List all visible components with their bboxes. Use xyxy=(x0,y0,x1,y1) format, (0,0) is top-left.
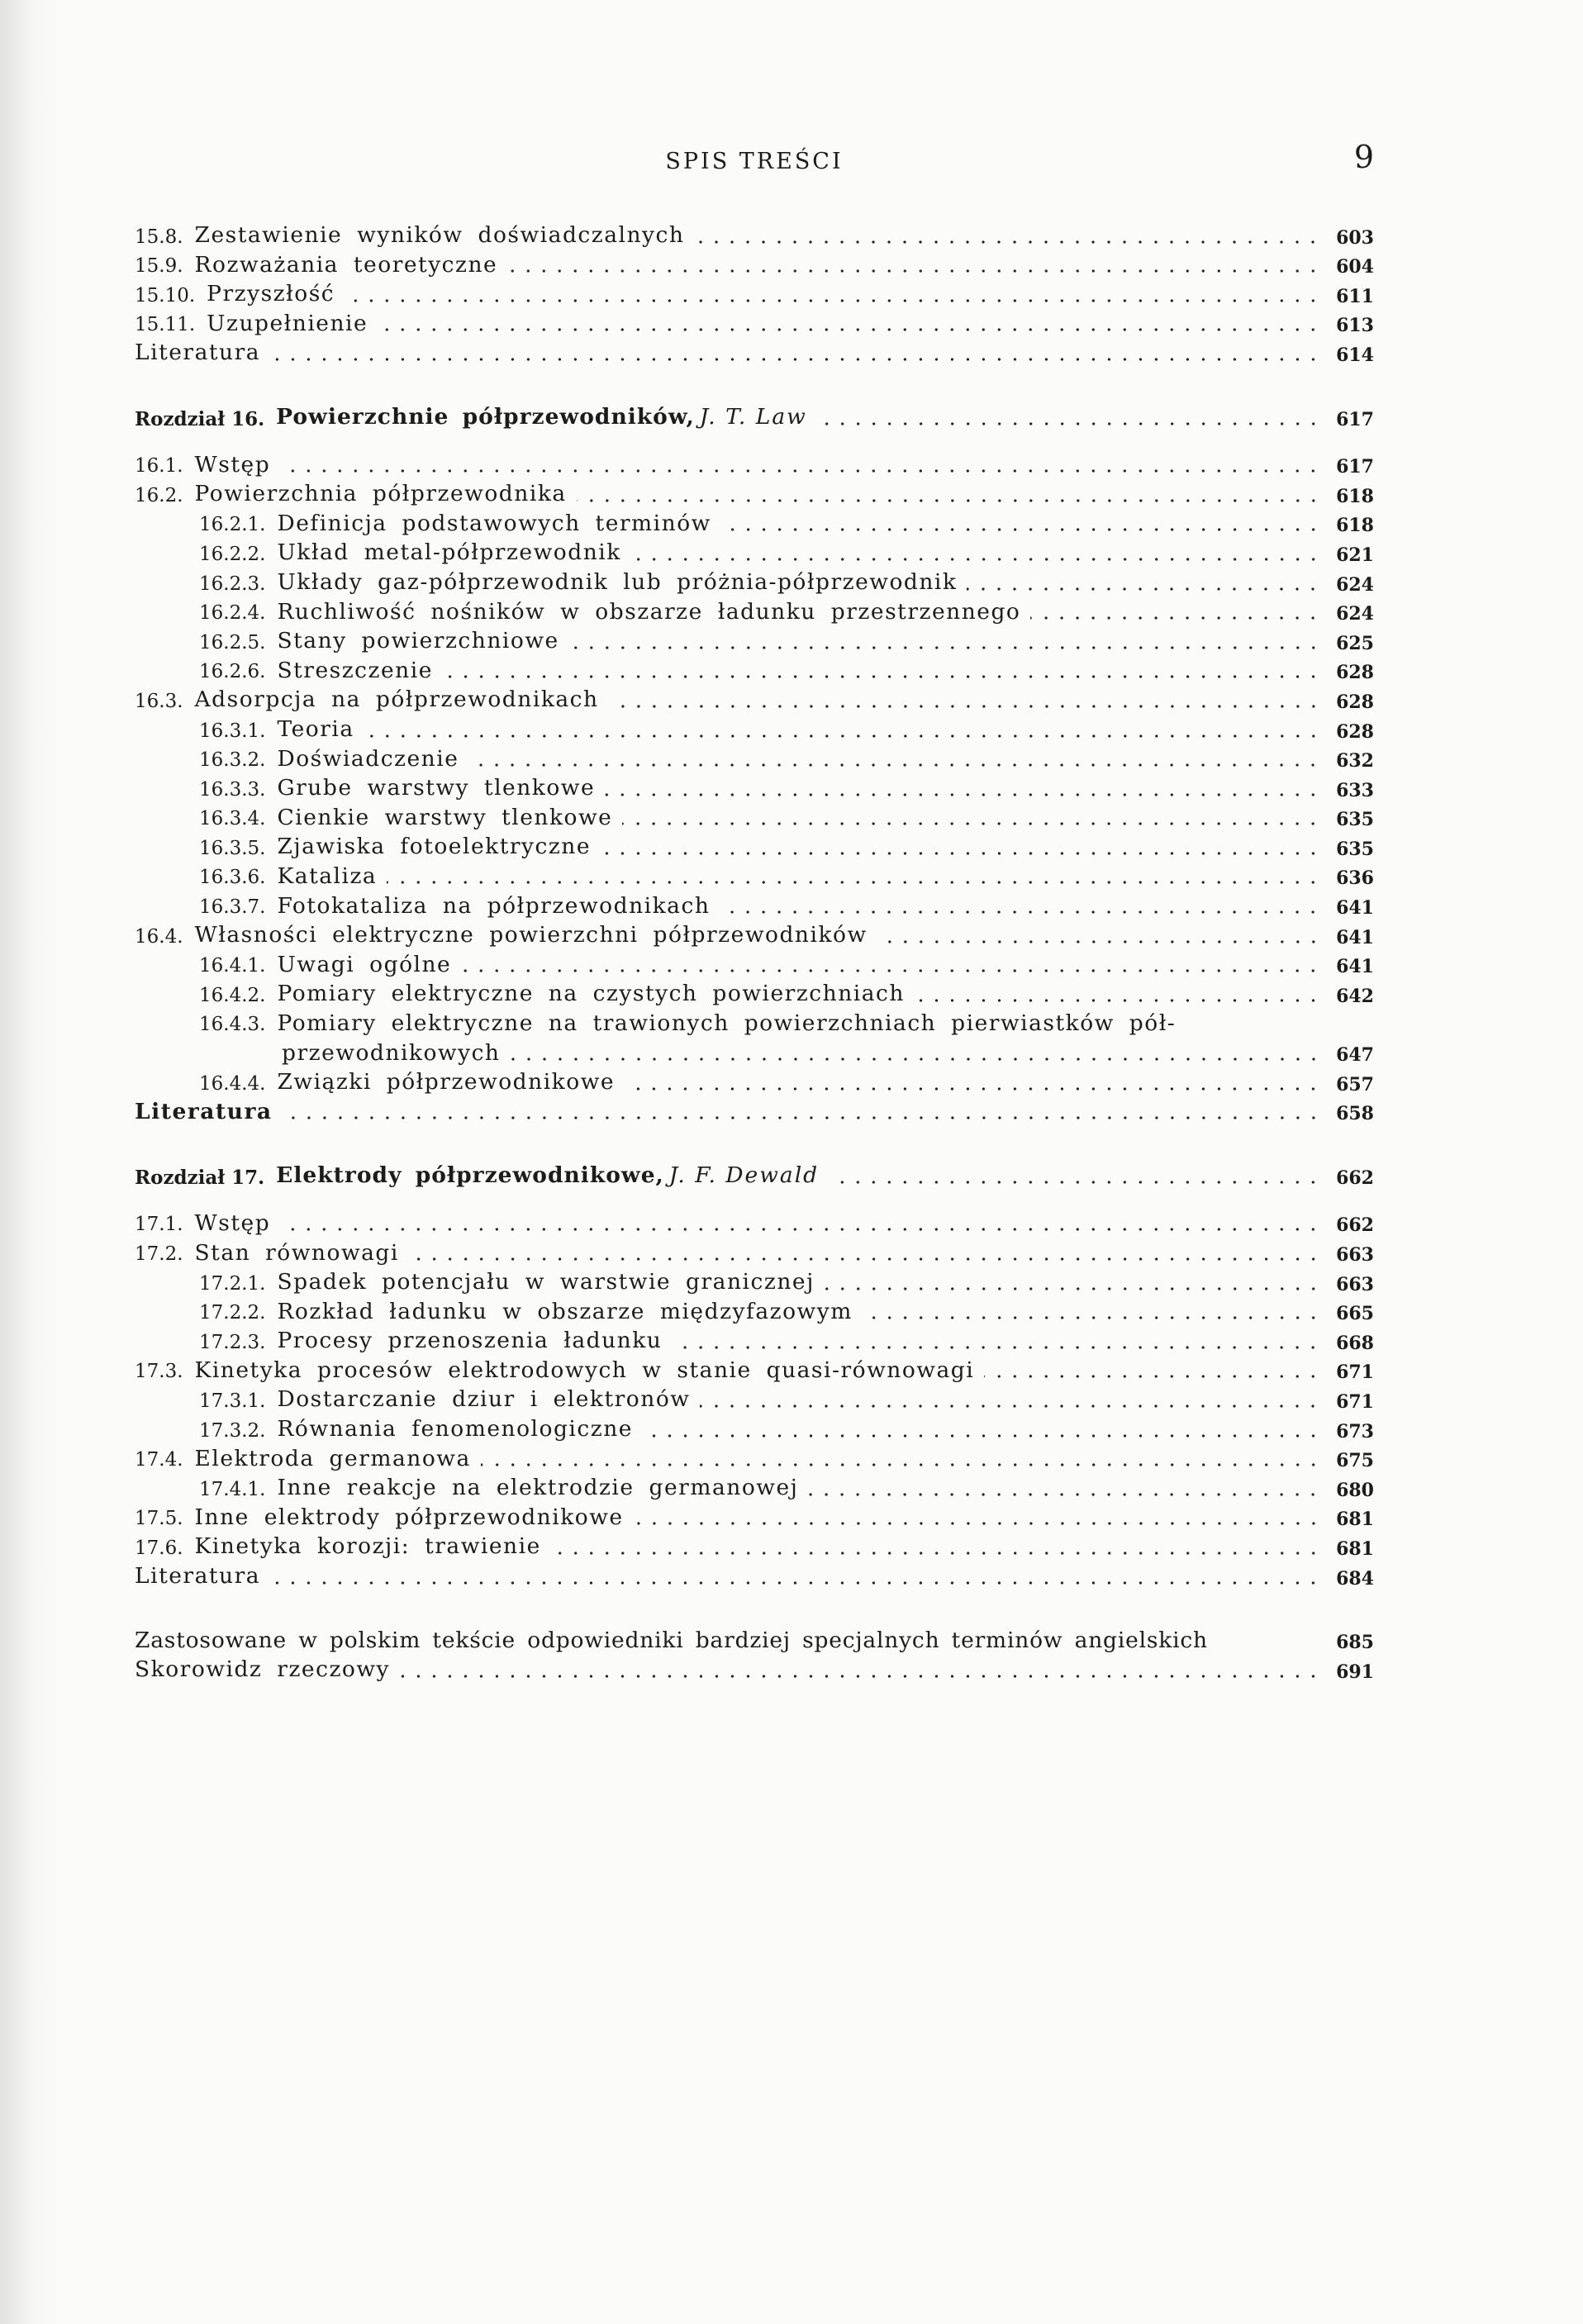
leader-dots xyxy=(364,734,1321,738)
entry-number: 16.2.1. xyxy=(199,514,266,536)
entry-title: Rozkład ładunku w obszarze międzyfazowym xyxy=(277,1298,853,1324)
page-number: 9 xyxy=(1353,139,1374,175)
entry-title: Streszczenie xyxy=(277,657,433,683)
entry-title: Definicja podstawowych terminów xyxy=(277,510,711,536)
entry-page: 642 xyxy=(1336,985,1374,1007)
leader-dots xyxy=(967,587,1321,591)
leader-dots xyxy=(270,1581,1321,1585)
toc-entry-index xyxy=(135,1652,1374,1681)
entry-page: 618 xyxy=(1336,485,1374,507)
entry-title: Wstęp xyxy=(194,1210,271,1236)
entry-title: Pomiary elektryczne na trawionych powierzchniach pierwiastków pół- xyxy=(277,1010,1177,1036)
leader-dots xyxy=(280,469,1321,473)
entry-title: Inne elektrody półprzewodnikowe xyxy=(194,1504,624,1530)
toc-entry xyxy=(135,682,1374,711)
leader-dots xyxy=(643,1434,1321,1438)
entry-title: Przyszłość xyxy=(207,281,335,307)
leader-dots xyxy=(280,1228,1321,1231)
entry-number: 15.11. xyxy=(135,314,196,336)
entry-number: 16.3.7. xyxy=(199,896,266,919)
toc-entry xyxy=(135,476,1374,506)
entry-title: Cienkie warstwy tlenkowe xyxy=(277,804,613,830)
toc-entry xyxy=(135,1441,1374,1471)
leader-dots xyxy=(672,1346,1321,1349)
toc-entry xyxy=(135,800,1374,829)
entry-page: 681 xyxy=(1336,1537,1374,1560)
entry-number: 17.3.2. xyxy=(199,1419,266,1442)
leader-dots xyxy=(387,881,1321,884)
entry-number: 16.2.6. xyxy=(199,661,266,683)
toc-entry xyxy=(135,1294,1374,1324)
toc-entry xyxy=(135,506,1374,535)
leader-dots xyxy=(601,852,1321,855)
toc-entry xyxy=(135,247,1374,277)
entry-page: 647 xyxy=(1336,1044,1374,1067)
toc-entry xyxy=(135,976,1374,1005)
leader-dots xyxy=(577,499,1321,502)
toc-entry xyxy=(135,1352,1374,1382)
chapter-page: 617 xyxy=(1336,408,1374,430)
entry-page: 604 xyxy=(1336,256,1374,278)
entry-page: 603 xyxy=(1336,226,1374,249)
toc-entry-literatura xyxy=(135,335,1374,364)
entry-page: 628 xyxy=(1336,720,1374,743)
leader-dots xyxy=(631,558,1321,561)
entry-number: 16.3.3. xyxy=(199,778,266,801)
entry-page: 657 xyxy=(1336,1073,1374,1095)
toc-entry xyxy=(135,564,1374,594)
entry-page: 628 xyxy=(1336,662,1374,684)
leader-dots xyxy=(551,1552,1321,1555)
entry-page: 684 xyxy=(1336,1567,1374,1590)
chapter-heading-16 xyxy=(135,399,1374,429)
entry-title: Spadek potencjału w warstwie granicznej xyxy=(277,1269,815,1295)
leader-dots xyxy=(481,1463,1321,1466)
entry-page: 691 xyxy=(1336,1661,1374,1683)
leader-dots xyxy=(511,1057,1322,1061)
running-title: SPIS TREŚCI xyxy=(665,149,844,174)
chapter-page: 662 xyxy=(1336,1167,1374,1189)
entry-number: 16.3.4. xyxy=(199,808,266,830)
entry-page: 624 xyxy=(1336,603,1374,625)
entry-page: 635 xyxy=(1336,838,1374,860)
leader-dots xyxy=(409,1257,1321,1261)
entry-title: Literatura xyxy=(135,340,261,366)
entry-number: 16.4.2. xyxy=(199,984,266,1006)
leader-dots xyxy=(720,910,1321,914)
entry-title: Stan równowagi xyxy=(194,1239,399,1266)
entry-title: Zjawiska fotoelektryczne xyxy=(277,834,592,860)
leader-dots xyxy=(915,999,1321,1002)
toc-entry xyxy=(135,829,1374,858)
leader-dots xyxy=(984,1375,1321,1378)
entry-number: 17.1. xyxy=(135,1214,183,1236)
entry-number: 17.6. xyxy=(135,1537,183,1559)
entry-page: 681 xyxy=(1336,1509,1374,1531)
entry-page: 675 xyxy=(1336,1450,1374,1472)
entry-title: Stany powierzchniowe xyxy=(277,628,559,654)
toc-entry xyxy=(135,1411,1374,1441)
entry-number: 15.9. xyxy=(135,255,183,278)
entry-page: 665 xyxy=(1336,1303,1374,1325)
chapter-title: Powierzchnie półprzewodników, xyxy=(276,404,695,430)
spacer xyxy=(135,1187,1374,1205)
entry-title: Zastosowane w polskim tekście odpowiedniki bardziej specjalnych terminów angielskich xyxy=(135,1627,1208,1653)
leader-dots xyxy=(609,705,1321,708)
entry-number: 17.4.1. xyxy=(199,1478,266,1500)
toc-entry xyxy=(135,447,1374,477)
toc-entry xyxy=(135,535,1374,564)
chapter-number: Rozdział 17. xyxy=(135,1166,265,1189)
entry-page: 611 xyxy=(1336,285,1374,307)
entry-page: 621 xyxy=(1336,544,1374,566)
entry-number: 16.1. xyxy=(135,455,183,478)
toc-entry xyxy=(135,917,1374,947)
entry-number: 15.10. xyxy=(135,284,196,307)
leader-dots xyxy=(443,675,1321,678)
entry-title: Zestawienie wyników doświadczalnych xyxy=(194,222,685,249)
entry-page: 625 xyxy=(1336,632,1374,654)
page-header xyxy=(135,139,1374,188)
toc-entry-literatura xyxy=(135,1094,1374,1124)
entry-page: 628 xyxy=(1336,691,1374,713)
entry-page: 663 xyxy=(1336,1273,1374,1295)
spacer xyxy=(135,364,1374,399)
entry-title: Ruchliwość nośników w obszarze ładunku przestrzennego xyxy=(277,598,1021,625)
leader-dots xyxy=(400,1675,1321,1678)
toc-entry xyxy=(135,1064,1374,1094)
entry-title: Własności elektryczne powierzchni półprzewodników xyxy=(194,922,868,948)
toc-entry xyxy=(135,741,1374,771)
entry-number: 17.3.1. xyxy=(199,1390,266,1412)
entry-page: 671 xyxy=(1336,1390,1374,1413)
entry-number: 17.4. xyxy=(135,1449,183,1471)
entry-number: 16.2.5. xyxy=(199,631,266,653)
spacer xyxy=(135,429,1374,447)
entry-number: 16.3. xyxy=(135,690,183,712)
entry-page: 641 xyxy=(1336,956,1374,978)
spacer xyxy=(135,1123,1374,1157)
toc-entry xyxy=(135,276,1374,306)
entry-title: Literatura xyxy=(135,1563,261,1590)
entry-title: Doświadczenie xyxy=(277,745,459,772)
entry-title: Dostarczanie dziur i elektronów xyxy=(277,1386,691,1413)
entry-title: Pomiary elektryczne na czystych powierzchniach xyxy=(277,981,905,1007)
leader-dots xyxy=(1030,616,1321,620)
toc-entry-wrapped xyxy=(135,1005,1374,1035)
entry-number: 16.2. xyxy=(135,484,183,506)
toc-entry xyxy=(135,858,1374,888)
leader-dots xyxy=(721,528,1321,531)
entry-title: Fotokataliza na półprzewodnikach xyxy=(277,892,711,919)
entry-number: 16.4.3. xyxy=(199,1014,266,1036)
entry-page: 636 xyxy=(1336,867,1374,890)
entry-number: 16.2.2. xyxy=(199,543,266,565)
leader-dots xyxy=(863,1316,1321,1319)
toc-entry xyxy=(135,1234,1374,1264)
leader-dots xyxy=(825,1287,1321,1290)
leader-dots xyxy=(468,763,1321,767)
chapter-author: J. T. Law xyxy=(699,404,807,430)
toc-entry xyxy=(135,1528,1374,1558)
chapter-number: Rozdział 16. xyxy=(135,407,265,430)
entry-number: 16.4.1. xyxy=(199,955,266,977)
entry-page: 613 xyxy=(1336,315,1374,337)
entry-number: 15.8. xyxy=(135,226,183,248)
entry-page: 668 xyxy=(1336,1332,1374,1354)
entry-title: Kinetyka korozji: trawienie xyxy=(194,1533,541,1560)
entry-title: Wstęp xyxy=(194,451,271,478)
leader-dots xyxy=(694,240,1321,244)
leader-dots xyxy=(622,822,1321,825)
toc-entry xyxy=(135,1205,1374,1235)
toc-entry-literatura xyxy=(135,1558,1374,1588)
entry-number: 16.4.4. xyxy=(199,1072,266,1095)
spacer xyxy=(135,1588,1374,1623)
toc-entry xyxy=(135,653,1374,682)
entry-title: Układ metal-półprzewodnik xyxy=(277,539,621,566)
leader-dots xyxy=(270,358,1321,361)
entry-number: 17.2.3. xyxy=(199,1331,266,1353)
entry-title: Adsorpcja na półprzewodnikach xyxy=(194,687,599,713)
entry-page: 614 xyxy=(1336,344,1374,366)
leader-dots xyxy=(829,1181,1321,1184)
entry-page: 680 xyxy=(1336,1479,1374,1501)
entry-page: 663 xyxy=(1336,1244,1374,1266)
toc-entry xyxy=(135,217,1374,247)
entry-title: Rozważania teoretyczne xyxy=(194,251,498,278)
entry-number: 17.3. xyxy=(135,1361,183,1383)
entry-page: 618 xyxy=(1336,515,1374,537)
entry-title: Kinetyka procesów elektrodowych w stanie quasi-równowagi xyxy=(194,1357,975,1383)
leader-dots xyxy=(625,1087,1321,1091)
leader-dots xyxy=(817,422,1321,425)
leader-dots xyxy=(507,269,1321,273)
entry-number: 16.4. xyxy=(135,925,183,948)
entry-title: Kataliza xyxy=(277,863,378,889)
toc-entry xyxy=(135,770,1374,800)
toc-entry xyxy=(135,306,1374,335)
scan-shadow xyxy=(0,0,58,2324)
toc-entry xyxy=(135,887,1374,920)
toc-entry xyxy=(135,1499,1374,1529)
entry-title: Układy gaz-półprzewodnik lub próżnia-półprzewodnik xyxy=(277,569,958,596)
entry-number: 16.2.3. xyxy=(199,573,266,595)
leader-dots xyxy=(877,940,1321,943)
entry-number: 16.3.1. xyxy=(199,720,266,742)
entry-page: 617 xyxy=(1336,456,1374,478)
toc-entry xyxy=(135,623,1374,653)
entry-number: 16.3.6. xyxy=(199,867,266,889)
entry-title: Elektroda germanowa xyxy=(194,1445,471,1471)
entry-page: 671 xyxy=(1336,1362,1374,1384)
leader-dots xyxy=(378,328,1321,331)
entry-title: Równania fenomenologiczne xyxy=(277,1416,633,1442)
chapter-title: Elektrody półprzewodnikowe, xyxy=(276,1162,664,1189)
entry-title: Skorowidz rzeczowy xyxy=(135,1656,391,1683)
entry-number: 17.5. xyxy=(135,1508,183,1530)
toc-entry xyxy=(135,1323,1374,1352)
entry-title: Literatura xyxy=(135,1098,273,1124)
entry-page: 641 xyxy=(1336,897,1374,920)
entry-page: 685 xyxy=(1336,1632,1374,1654)
entry-page: 673 xyxy=(1336,1420,1374,1442)
leader-dots xyxy=(461,969,1321,972)
chapter-heading-17 xyxy=(135,1157,1374,1187)
entry-title: Powierzchnia półprzewodnika xyxy=(194,481,567,507)
entry-page: 658 xyxy=(1336,1103,1374,1125)
toc-entry-glossary xyxy=(135,1623,1374,1652)
entry-page: 632 xyxy=(1336,750,1374,772)
entry-number: 17.2.1. xyxy=(199,1272,266,1295)
entry-title: Inne reakcje na elektrodzie germanowej xyxy=(277,1475,799,1501)
leader-dots xyxy=(808,1493,1321,1496)
toc-entry xyxy=(135,594,1374,624)
entry-page: 633 xyxy=(1336,779,1374,801)
leader-dots xyxy=(605,793,1321,796)
entry-page: 635 xyxy=(1336,809,1374,831)
entry-page: 641 xyxy=(1336,926,1374,948)
entry-page: 662 xyxy=(1336,1214,1374,1237)
entry-title: Uwagi ogólne xyxy=(277,951,452,977)
entry-title: Grube warstwy tlenkowe xyxy=(277,775,596,801)
leader-dots xyxy=(283,1116,1321,1119)
entry-number: 17.2. xyxy=(135,1243,183,1265)
table-of-contents xyxy=(135,217,1374,1681)
toc-entry xyxy=(135,1470,1374,1499)
entry-page: 624 xyxy=(1336,573,1374,596)
toc-entry xyxy=(135,711,1374,741)
leader-dots xyxy=(345,299,1321,302)
entry-title: Związki półprzewodnikowe xyxy=(277,1069,616,1095)
entry-number: 16.3.2. xyxy=(199,749,266,772)
leader-dots xyxy=(700,1404,1321,1408)
entry-number: 16.2.4. xyxy=(199,602,266,625)
toc-entry-continuation xyxy=(135,1034,1374,1067)
leader-dots xyxy=(634,1522,1321,1525)
entry-title: Procesy przenoszenia ładunku xyxy=(277,1328,663,1354)
entry-title: Uzupełnienie xyxy=(207,310,368,336)
entry-number: 17.2.2. xyxy=(199,1302,266,1324)
entry-title-continuation: przewodnikowych xyxy=(282,1039,501,1066)
entry-title: Teoria xyxy=(277,716,354,742)
toc-entry xyxy=(135,1381,1374,1411)
leader-dots xyxy=(569,646,1321,649)
toc-entry xyxy=(135,1264,1374,1294)
chapter-author: J. F. Dewald xyxy=(668,1162,820,1189)
entry-number: 16.3.5. xyxy=(199,837,266,859)
toc-entry xyxy=(135,947,1374,977)
